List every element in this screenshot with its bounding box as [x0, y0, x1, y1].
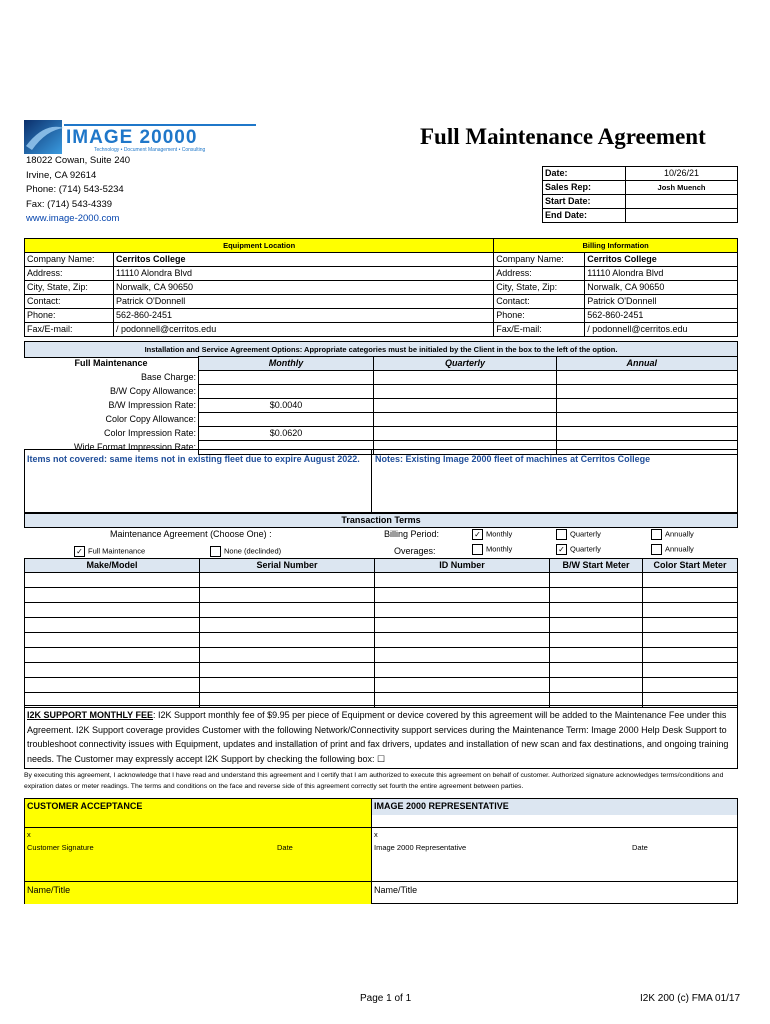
customer-date-label: Date — [277, 843, 293, 852]
notes-box — [24, 449, 738, 513]
rep-heading: IMAGE 2000 REPRESENTATIVE — [372, 799, 737, 815]
equipment-cell[interactable] — [550, 618, 643, 633]
table-row — [25, 663, 738, 678]
rep-name-title-label: Name/Title — [374, 885, 418, 895]
table-row — [25, 678, 738, 693]
billing-monthly-checkbox[interactable]: ✓ — [472, 529, 483, 540]
equipment-cell[interactable] — [643, 603, 738, 618]
equipment-label: Phone: — [25, 309, 114, 323]
option-quarterly-value[interactable] — [374, 427, 557, 441]
equipment-value[interactable]: / podonnell@cerritos.edu — [114, 323, 494, 337]
full-maintenance-option[interactable] — [74, 546, 145, 557]
equipment-cell[interactable] — [375, 573, 550, 588]
end-date-value[interactable] — [626, 209, 738, 223]
table-row — [25, 618, 738, 633]
equipment-cell[interactable] — [200, 588, 375, 603]
customer-acceptance-heading: CUSTOMER ACCEPTANCE — [25, 799, 371, 827]
col-color-start-meter: Color Start Meter — [643, 559, 738, 573]
monthly-heading: Monthly — [199, 357, 374, 371]
equipment-label: Address: — [25, 267, 114, 281]
billing-information-heading: Billing Information — [494, 239, 738, 253]
date-label: Date: — [543, 167, 626, 181]
equipment-label: Fax/E-mail: — [25, 323, 114, 337]
billing-value[interactable]: Cerritos College — [585, 253, 738, 267]
equipment-cell[interactable] — [25, 588, 200, 603]
customer-signature-field[interactable] — [25, 827, 371, 882]
equipment-value[interactable]: Norwalk, CA 90650 — [114, 281, 494, 295]
customer-x-mark: x — [27, 830, 31, 839]
equipment-cell[interactable] — [25, 603, 200, 618]
equipment-cell[interactable] — [25, 648, 200, 663]
equipment-cell[interactable] — [550, 663, 643, 678]
equipment-cell[interactable] — [25, 663, 200, 678]
billing-annually-label: Annually — [665, 529, 694, 539]
equipment-cell[interactable] — [375, 603, 550, 618]
equipment-cell[interactable] — [550, 603, 643, 618]
none-declined-label: None (declinded) — [224, 546, 282, 556]
customer-name-title-label: Name/Title — [27, 885, 71, 895]
col-bw-start-meter: B/W Start Meter — [550, 559, 643, 573]
overages-annually-option[interactable] — [651, 544, 694, 555]
full-maintenance-label: Full Maintenance — [88, 546, 146, 556]
location-billing-table — [24, 238, 738, 337]
meta-table — [542, 166, 738, 223]
option-annual-value[interactable] — [557, 399, 738, 413]
col-make-model: Make/Model — [25, 559, 200, 573]
equipment-cell[interactable] — [550, 678, 643, 693]
items-not-covered: Items not covered: same items not in existing fleet due to expire August 2022. — [27, 454, 360, 464]
billing-label: Company Name: — [494, 253, 585, 267]
address-line: Fax: (714) 543-4339 — [26, 198, 113, 210]
support-paragraph — [25, 706, 737, 768]
option-label: B/W Impression Rate: — [108, 400, 196, 410]
equipment-location-heading: Equipment Location — [25, 239, 494, 253]
equipment-value[interactable]: 562-860-2451 — [114, 309, 494, 323]
start-date-label: Start Date: — [543, 195, 626, 209]
billing-monthly-option[interactable] — [472, 529, 512, 540]
option-monthly-value[interactable]: $0.0620 — [199, 427, 374, 441]
equipment-cell[interactable] — [375, 678, 550, 693]
billing-monthly-label: Monthly — [486, 529, 513, 539]
billing-quarterly-option[interactable] — [556, 529, 601, 540]
option-monthly-value[interactable] — [199, 385, 374, 399]
option-label: B/W Copy Allowance: — [109, 386, 196, 396]
overages-quarterly-option[interactable] — [556, 544, 601, 555]
equipment-cell[interactable] — [200, 618, 375, 633]
billing-value[interactable]: 11110 Alondra Blvd — [585, 267, 738, 281]
table-row — [25, 573, 738, 588]
support-section — [24, 705, 738, 769]
equipment-cell[interactable] — [200, 648, 375, 663]
equipment-cell[interactable] — [643, 618, 738, 633]
equipment-cell[interactable] — [375, 633, 550, 648]
option-quarterly-value[interactable] — [374, 371, 557, 385]
billing-label: Phone: — [494, 309, 585, 323]
form-code: I2K 200 (c) FMA 01/17 — [640, 993, 741, 1004]
col-id-number: ID Number — [375, 559, 550, 573]
option-label: Color Impression Rate: — [103, 428, 196, 438]
agreement-choose-label: Maintenance Agreement (Choose One) : — [110, 529, 272, 539]
option-annual-value[interactable] — [557, 385, 738, 399]
start-date-value[interactable] — [626, 195, 738, 209]
table-row — [25, 588, 738, 603]
billing-label: City, State, Zip: — [494, 281, 585, 295]
overages-monthly-label: Monthly — [486, 544, 513, 554]
option-annual-value[interactable] — [557, 413, 738, 427]
rep-date-label: Date — [632, 843, 648, 852]
website-link[interactable]: www.image-2000.com — [26, 213, 120, 224]
equipment-cell[interactable] — [25, 618, 200, 633]
sales-rep-value[interactable]: Josh Muench — [626, 181, 738, 195]
date-value[interactable]: 10/26/21 — [626, 167, 738, 181]
overages-quarterly-label: Quarterly — [570, 544, 601, 554]
table-row — [25, 603, 738, 618]
quarterly-heading: Quarterly — [374, 357, 557, 371]
rep-name-title-field[interactable] — [372, 881, 737, 904]
option-annual-value[interactable] — [557, 371, 738, 385]
option-monthly-value[interactable] — [199, 371, 374, 385]
billing-annually-option[interactable] — [651, 529, 694, 540]
legal-text: By executing this agreement, I acknowledge that I have read and understand this agreement and I certify that I am authorized to execute this agreement on behalf of customer. Authorized signature acknowledges terms/conditions and expiration dates or meter readings. The terms and conditions on the face and reverse side of this agreement correctly set fourth the entire agreement between parties. — [24, 772, 724, 790]
overages-quarterly-checkbox[interactable]: ✓ — [556, 544, 567, 555]
equipment-value[interactable]: 11110 Alondra Blvd — [114, 267, 494, 281]
sales-rep-label: Sales Rep: — [543, 181, 626, 195]
equipment-cell[interactable] — [643, 588, 738, 603]
equipment-cell[interactable] — [643, 663, 738, 678]
overages-annually-label: Annually — [665, 544, 694, 554]
full-maintenance-checkbox[interactable]: ✓ — [74, 546, 85, 557]
rep-x-mark: x — [374, 830, 378, 839]
equipment-cell[interactable] — [200, 678, 375, 693]
billing-annually-checkbox[interactable] — [651, 529, 662, 540]
support-heading: I2K SUPPORT MONTHLY FEE — [27, 710, 154, 720]
overages-monthly-option[interactable] — [472, 544, 512, 555]
none-declined-checkbox[interactable] — [210, 546, 221, 557]
option-quarterly-value[interactable] — [374, 385, 557, 399]
options-banner: Installation and Service Agreement Options: Appropriate categories must be initialed by the Client in the box to the left of the option. — [24, 341, 738, 358]
option-monthly-value[interactable] — [199, 413, 374, 427]
equipment-value[interactable]: Cerritos College — [114, 253, 494, 267]
equipment-cell[interactable] — [550, 573, 643, 588]
customer-signature-label: Customer Signature — [27, 843, 94, 852]
address-line: Irvine, CA 92614 — [26, 169, 97, 181]
table-row — [25, 648, 738, 663]
option-label: Color Copy Allowance: — [105, 414, 196, 424]
company-address — [26, 154, 130, 227]
page-title: Full Maintenance Agreement — [420, 124, 706, 149]
billing-value[interactable]: / podonnell@cerritos.edu — [585, 323, 738, 337]
address-line: Phone: (714) 543-5234 — [26, 184, 124, 195]
full-maintenance-heading: Full Maintenance — [74, 358, 148, 368]
equipment-cell[interactable] — [25, 678, 200, 693]
equipment-cell[interactable] — [200, 573, 375, 588]
annual-heading: Annual — [557, 357, 738, 371]
equipment-label: City, State, Zip: — [25, 281, 114, 295]
billing-label: Address: — [494, 267, 585, 281]
equipment-cell[interactable] — [25, 573, 200, 588]
equipment-label: Company Name: — [25, 253, 114, 267]
transaction-terms-heading: Transaction Terms — [24, 513, 738, 528]
equipment-cell[interactable] — [375, 663, 550, 678]
equipment-cell[interactable] — [375, 618, 550, 633]
option-annual-value[interactable] — [557, 427, 738, 441]
equipment-cell[interactable] — [375, 588, 550, 603]
page-number: Page 1 of 1 — [360, 993, 412, 1004]
equipment-cell[interactable] — [200, 603, 375, 618]
logo-tagline: Technology • Document Management • Consulting — [94, 147, 206, 153]
overages-monthly-checkbox[interactable] — [472, 544, 483, 555]
notes-text: Notes: Existing Image 2000 fleet of machines at Cerritos College — [375, 454, 651, 464]
rep-signature-label: Image 2000 Representative — [374, 843, 467, 852]
logo-text: IMAGE 20000 — [66, 127, 198, 148]
equipment-cell[interactable] — [200, 663, 375, 678]
billing-label: Contact: — [494, 295, 585, 309]
equipment-value[interactable]: Patrick O'Donnell — [114, 295, 494, 309]
option-quarterly-value[interactable] — [374, 413, 557, 427]
option-label: Base Charge: — [140, 372, 196, 382]
billing-quarterly-label: Quarterly — [570, 529, 601, 539]
company-logo — [24, 118, 256, 156]
equipment-cell[interactable] — [200, 633, 375, 648]
billing-value[interactable]: Patrick O'Donnell — [585, 295, 738, 309]
equipment-cell[interactable] — [375, 648, 550, 663]
equipment-table — [24, 558, 738, 708]
table-row — [25, 633, 738, 648]
billing-label: Fax/E-mail: — [494, 323, 585, 337]
option-label: Wide Format Impression Rate: — [73, 442, 196, 452]
equipment-cell[interactable] — [643, 633, 738, 648]
billing-period-label: Billing Period: — [384, 529, 440, 539]
overages-annually-checkbox[interactable] — [651, 544, 662, 555]
customer-name-title-field[interactable] — [25, 881, 371, 904]
equipment-cell[interactable] — [25, 633, 200, 648]
billing-value[interactable]: 562-860-2451 — [585, 309, 738, 323]
equipment-cell[interactable] — [643, 678, 738, 693]
billing-value[interactable]: Norwalk, CA 90650 — [585, 281, 738, 295]
equipment-label: Contact: — [25, 295, 114, 309]
equipment-cell[interactable] — [643, 648, 738, 663]
end-date-label: End Date: — [543, 209, 626, 223]
address-line: 18022 Cowan, Suite 240 — [26, 155, 131, 166]
options-table — [24, 356, 738, 455]
equipment-cell[interactable] — [643, 573, 738, 588]
rep-signature-field[interactable] — [372, 827, 737, 882]
option-quarterly-value[interactable] — [374, 399, 557, 413]
signature-section — [24, 798, 738, 904]
billing-quarterly-checkbox[interactable] — [556, 529, 567, 540]
equipment-cell[interactable] — [550, 633, 643, 648]
equipment-cell[interactable] — [550, 648, 643, 663]
equipment-cell[interactable] — [550, 588, 643, 603]
support-text: : I2K Support monthly fee of $9.95 per piece of Equipment or device covered by this agreement will be added to the Maintenance Fee under this Agreement. I2K Support coverage provides Customer with the following Network/Connectivity support services during the Maintenance Term: Image 2000 Help Desk Support to troubleshoot connectivity issues with Equipment, updates and installation of print and fax drivers, updates and installation of new scan and fax destinations, and ongoing training needs. The Customer may expressly accept I2K Support by checking the following box: ☐ — [27, 710, 729, 764]
none-declined-option[interactable] — [210, 546, 281, 557]
option-monthly-value[interactable]: $0.0040 — [199, 399, 374, 413]
overages-label: Overages: — [394, 546, 436, 556]
col-serial-number: Serial Number — [200, 559, 375, 573]
